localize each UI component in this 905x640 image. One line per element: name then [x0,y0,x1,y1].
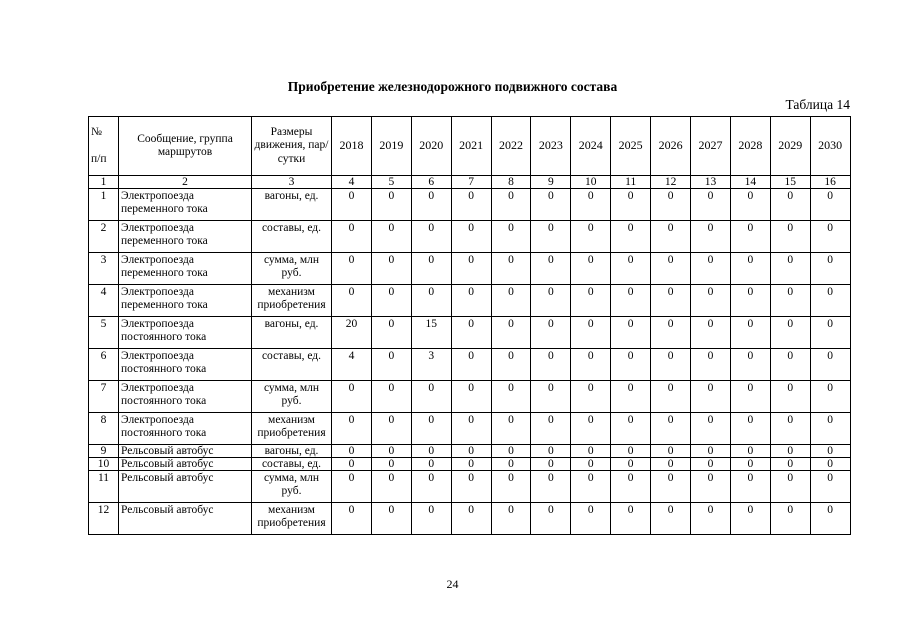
row-value-cell: 0 [730,317,770,349]
row-value-cell: 0 [651,317,691,349]
header-year: 2023 [531,117,571,176]
row-value-cell: 0 [571,413,611,445]
row-group-cell: Рельсовый автобус [119,503,252,535]
row-value-cell: 0 [571,445,611,458]
row-value-cell: 0 [571,381,611,413]
table-row [89,221,851,253]
row-value-cell: 0 [451,458,491,471]
column-number-cell: 14 [730,176,770,189]
row-value-cell: 0 [531,253,571,285]
row-group-cell: Рельсовый автобус [119,458,252,471]
header-year: 2030 [810,117,850,176]
row-value-cell: 0 [611,189,651,221]
column-number-cell: 12 [651,176,691,189]
row-value-cell: 0 [531,317,571,349]
row-value-cell: 0 [451,317,491,349]
row-value-cell: 0 [770,317,810,349]
row-size-cell: механизм приобретения [252,503,332,535]
row-value-cell: 0 [810,458,850,471]
header-year: 2029 [770,117,810,176]
row-value-cell: 0 [730,253,770,285]
row-value-cell: 0 [810,285,850,317]
row-value-cell: 0 [531,285,571,317]
row-value-cell: 0 [770,503,810,535]
page-number: 24 [446,577,459,591]
header-number-line1: № [91,126,102,139]
row-size-cell: сумма, млн руб. [252,471,332,503]
row-value-cell: 0 [411,189,451,221]
column-number-cell: 4 [332,176,372,189]
row-value-cell: 0 [691,458,731,471]
row-value-cell: 0 [691,413,731,445]
row-value-cell: 0 [531,413,571,445]
row-value-cell: 0 [810,221,850,253]
row-value-cell: 0 [531,221,571,253]
row-value-cell: 0 [691,189,731,221]
row-value-cell: 0 [491,221,531,253]
row-value-cell: 0 [611,317,651,349]
row-value-cell: 0 [611,285,651,317]
row-value-cell: 0 [451,253,491,285]
row-size-cell: механизм приобретения [252,285,332,317]
row-value-cell: 0 [491,189,531,221]
row-value-cell: 0 [651,503,691,535]
row-value-cell: 0 [451,503,491,535]
row-value-cell: 0 [451,285,491,317]
table-row [89,253,851,285]
row-number-cell: 9 [89,445,119,458]
row-group-cell: Электропоезда переменного тока [119,253,252,285]
row-value-cell: 0 [611,349,651,381]
row-value-cell: 0 [491,253,531,285]
row-value-cell: 0 [371,471,411,503]
row-value-cell: 0 [770,253,810,285]
row-value-cell: 0 [651,285,691,317]
row-value-cell: 0 [491,458,531,471]
row-number-cell: 8 [89,413,119,445]
row-number-cell: 3 [89,253,119,285]
header-group: Сообщение, группа маршрутов [119,117,252,176]
row-value-cell: 0 [611,221,651,253]
row-number-cell: 11 [89,471,119,503]
row-value-cell: 0 [451,471,491,503]
row-group-cell: Электропоезда постоянного тока [119,413,252,445]
header-number [89,117,119,176]
row-value-cell: 0 [770,458,810,471]
row-value-cell: 0 [371,317,411,349]
row-value-cell: 0 [451,221,491,253]
row-value-cell: 0 [371,503,411,535]
row-value-cell: 0 [730,285,770,317]
row-value-cell: 0 [810,349,850,381]
row-value-cell: 0 [332,413,372,445]
row-value-cell: 0 [451,189,491,221]
header-year: 2019 [371,117,411,176]
row-value-cell: 0 [651,458,691,471]
column-number-cell: 11 [611,176,651,189]
row-value-cell: 0 [651,253,691,285]
row-value-cell: 0 [571,285,611,317]
row-value-cell: 0 [371,445,411,458]
row-value-cell: 0 [571,317,611,349]
row-value-cell: 0 [730,381,770,413]
column-number-cell: 1 [89,176,119,189]
row-value-cell: 0 [371,253,411,285]
row-number-cell: 1 [89,189,119,221]
row-value-cell: 0 [730,503,770,535]
row-value-cell: 0 [691,317,731,349]
row-value-cell: 0 [810,189,850,221]
row-value-cell: 0 [651,381,691,413]
table-row [89,458,851,471]
row-value-cell: 0 [611,445,651,458]
row-value-cell: 0 [651,189,691,221]
row-value-cell: 0 [371,221,411,253]
row-number-cell: 10 [89,458,119,471]
row-value-cell: 0 [571,458,611,471]
column-number-row [89,176,851,189]
header-row [89,117,851,176]
row-value-cell: 0 [651,445,691,458]
row-value-cell: 0 [730,445,770,458]
row-value-cell: 0 [770,413,810,445]
row-value-cell: 0 [810,413,850,445]
row-number-cell: 4 [89,285,119,317]
row-size-cell: вагоны, ед. [252,445,332,458]
row-value-cell: 0 [571,189,611,221]
row-value-cell: 0 [571,221,611,253]
header-year: 2021 [451,117,491,176]
row-value-cell: 0 [531,349,571,381]
table-row [89,413,851,445]
row-value-cell: 0 [651,471,691,503]
row-value-cell: 0 [691,221,731,253]
row-value-cell: 0 [571,349,611,381]
row-value-cell: 20 [332,317,372,349]
table-row [89,189,851,221]
header-year: 2026 [651,117,691,176]
row-value-cell: 0 [611,381,651,413]
row-value-cell: 0 [531,503,571,535]
table-row [89,445,851,458]
header-year: 2024 [571,117,611,176]
row-group-cell: Электропоезда постоянного тока [119,349,252,381]
header-number-line2: п/п [91,152,107,165]
row-size-cell: сумма, млн руб. [252,253,332,285]
row-number-cell: 6 [89,349,119,381]
row-value-cell: 0 [491,381,531,413]
row-number-cell: 12 [89,503,119,535]
header-year: 2028 [730,117,770,176]
row-value-cell: 0 [770,349,810,381]
row-group-cell: Электропоезда постоянного тока [119,317,252,349]
header-year: 2020 [411,117,451,176]
row-value-cell: 0 [371,413,411,445]
row-value-cell: 0 [411,253,451,285]
row-value-cell: 0 [371,349,411,381]
column-number-cell: 2 [119,176,252,189]
row-value-cell: 0 [770,381,810,413]
row-value-cell: 0 [810,445,850,458]
row-value-cell: 0 [730,471,770,503]
row-group-cell: Электропоезда переменного тока [119,189,252,221]
row-size-cell: составы, ед. [252,458,332,471]
row-value-cell: 0 [491,445,531,458]
row-value-cell: 0 [491,503,531,535]
row-value-cell: 0 [770,189,810,221]
row-number-cell: 7 [89,381,119,413]
row-value-cell: 0 [332,503,372,535]
row-value-cell: 0 [810,503,850,535]
table-row [89,503,851,535]
row-value-cell: 0 [491,349,531,381]
column-number-cell: 9 [531,176,571,189]
row-value-cell: 0 [611,471,651,503]
table-row [89,317,851,349]
table-row [89,349,851,381]
row-value-cell: 0 [531,189,571,221]
row-value-cell: 0 [451,381,491,413]
row-value-cell: 0 [691,349,731,381]
row-value-cell: 0 [611,413,651,445]
row-number-cell: 5 [89,317,119,349]
row-value-cell: 0 [411,445,451,458]
row-value-cell: 0 [730,413,770,445]
column-number-cell: 16 [810,176,850,189]
row-value-cell: 0 [332,445,372,458]
row-value-cell: 0 [651,349,691,381]
row-group-cell: Рельсовый автобус [119,471,252,503]
row-value-cell: 0 [611,458,651,471]
row-size-cell: вагоны, ед. [252,317,332,349]
row-value-cell: 0 [411,221,451,253]
row-value-cell: 0 [691,445,731,458]
row-value-cell: 0 [571,253,611,285]
row-value-cell: 0 [810,471,850,503]
row-value-cell: 0 [411,381,451,413]
row-group-cell: Электропоезда переменного тока [119,285,252,317]
table-row [89,285,851,317]
row-value-cell: 0 [411,285,451,317]
row-value-cell: 0 [770,445,810,458]
row-value-cell: 0 [611,503,651,535]
row-size-cell: механизм приобретения [252,413,332,445]
table-row [89,471,851,503]
row-value-cell: 0 [810,381,850,413]
header-year: 2022 [491,117,531,176]
row-size-cell: вагоны, ед. [252,189,332,221]
header-year: 2027 [691,117,731,176]
row-value-cell: 0 [730,221,770,253]
row-value-cell: 0 [411,413,451,445]
row-value-cell: 0 [451,349,491,381]
row-value-cell: 3 [411,349,451,381]
row-value-cell: 0 [770,471,810,503]
row-value-cell: 0 [691,285,731,317]
row-value-cell: 0 [531,381,571,413]
row-value-cell: 0 [332,221,372,253]
row-value-cell: 15 [411,317,451,349]
row-value-cell: 0 [691,253,731,285]
row-value-cell: 0 [691,471,731,503]
row-value-cell: 0 [371,285,411,317]
row-value-cell: 0 [651,221,691,253]
header-year: 2025 [611,117,651,176]
row-value-cell: 0 [332,285,372,317]
row-value-cell: 0 [770,221,810,253]
row-value-cell: 0 [571,471,611,503]
row-value-cell: 0 [332,471,372,503]
row-number-cell: 2 [89,221,119,253]
row-value-cell: 0 [371,381,411,413]
row-value-cell: 0 [810,317,850,349]
column-number-cell: 6 [411,176,451,189]
row-value-cell: 0 [531,471,571,503]
column-number-cell: 3 [252,176,332,189]
row-value-cell: 0 [611,253,651,285]
row-value-cell: 0 [531,445,571,458]
row-value-cell: 0 [491,285,531,317]
table-label: Таблица 14 [785,97,850,112]
row-value-cell: 0 [491,317,531,349]
page-title: Приобретение железнодорожного подвижного состава [287,79,618,94]
table-row [89,381,851,413]
header-size: Размеры движения, пар/сутки [252,117,332,176]
row-group-cell: Электропоезда постоянного тока [119,381,252,413]
row-value-cell: 0 [571,503,611,535]
rolling-stock-table [88,116,851,535]
column-number-cell: 10 [571,176,611,189]
column-number-cell: 8 [491,176,531,189]
row-size-cell: составы, ед. [252,349,332,381]
row-value-cell: 0 [411,471,451,503]
row-value-cell: 0 [730,189,770,221]
row-size-cell: сумма, млн руб. [252,381,332,413]
row-value-cell: 0 [691,381,731,413]
row-value-cell: 0 [810,253,850,285]
row-value-cell: 4 [332,349,372,381]
row-value-cell: 0 [332,458,372,471]
row-value-cell: 0 [730,349,770,381]
row-group-cell: Электропоезда переменного тока [119,221,252,253]
column-number-cell: 5 [371,176,411,189]
column-number-cell: 15 [770,176,810,189]
row-value-cell: 0 [491,471,531,503]
row-value-cell: 0 [491,413,531,445]
row-value-cell: 0 [651,413,691,445]
row-value-cell: 0 [332,253,372,285]
row-value-cell: 0 [730,458,770,471]
column-number-cell: 13 [691,176,731,189]
row-value-cell: 0 [451,445,491,458]
row-group-cell: Рельсовый автобус [119,445,252,458]
row-value-cell: 0 [332,189,372,221]
row-value-cell: 0 [371,189,411,221]
column-number-cell: 7 [451,176,491,189]
row-value-cell: 0 [770,285,810,317]
row-value-cell: 0 [332,381,372,413]
row-value-cell: 0 [371,458,411,471]
row-size-cell: составы, ед. [252,221,332,253]
row-value-cell: 0 [451,413,491,445]
header-year: 2018 [332,117,372,176]
row-value-cell: 0 [411,503,451,535]
row-value-cell: 0 [531,458,571,471]
row-value-cell: 0 [691,503,731,535]
row-value-cell: 0 [411,458,451,471]
